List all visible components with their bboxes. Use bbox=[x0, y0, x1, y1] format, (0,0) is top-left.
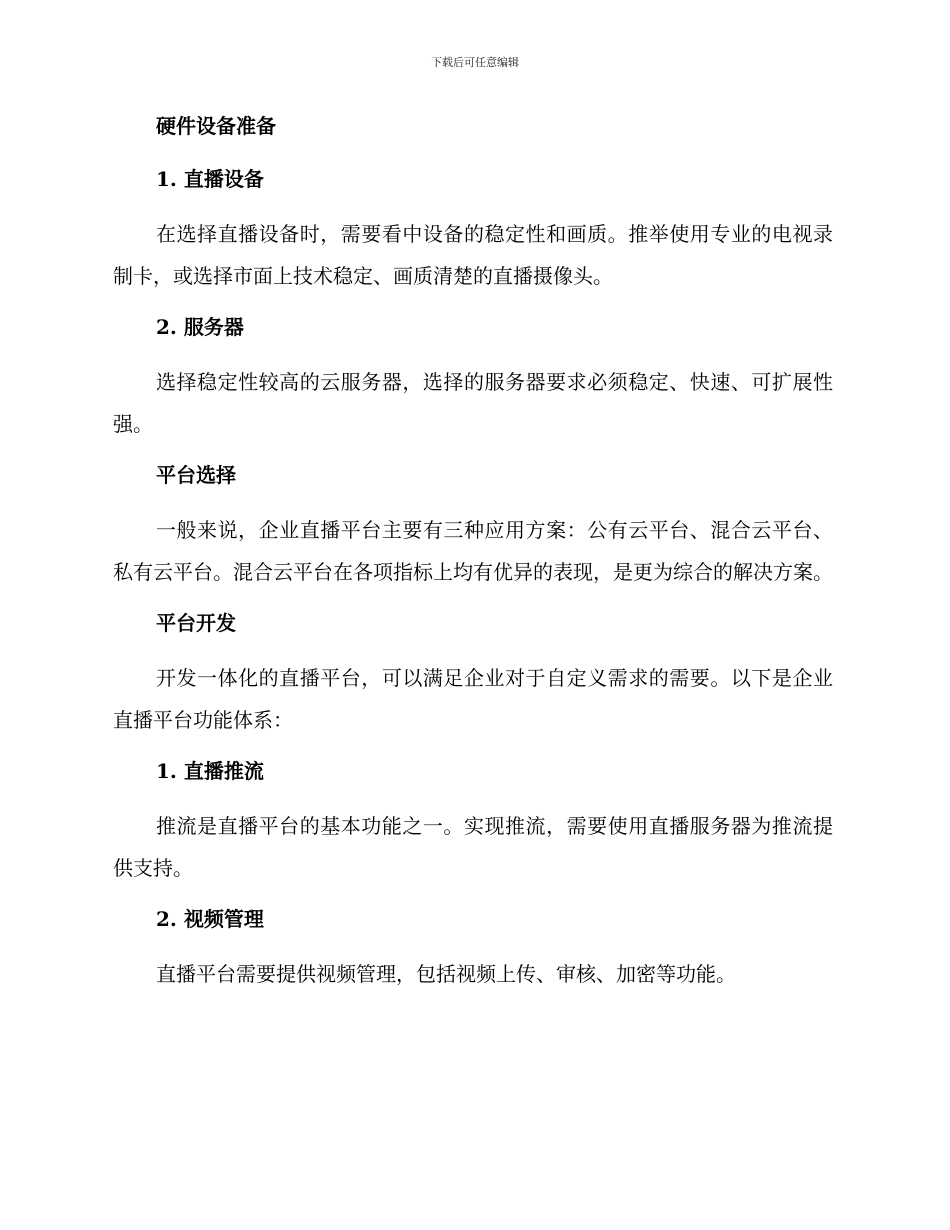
paragraph-live-device: 在选择直播设备时，需要看中设备的稳定性和画质。推举使用专业的电视录制卡，或选择市面上技术稳定、画质清楚的直播摄像头。 bbox=[113, 222, 833, 288]
paragraph-server: 选择稳定性较高的云服务器，选择的服务器要求必须稳定、快速、可扩展性强。 bbox=[113, 370, 833, 436]
subheading-live-device: 1. 直播设备 bbox=[156, 167, 264, 191]
subheading-video-mgmt: 2. 视频管理 bbox=[156, 907, 264, 931]
subheading-push-stream: 1. 直播推流 bbox=[156, 759, 264, 783]
paragraph-platform-choice: 一般来说，企业直播平台主要有三种应用方案：公有云平台、混合云平台、私有云平台。混合云平台在各项指标上均有优异的表现，是更为综合的解决方案。 bbox=[113, 518, 833, 584]
section-heading-hardware: 硬件设备准备 bbox=[156, 114, 276, 138]
document-body bbox=[113, 107, 833, 1006]
section-heading-platform-dev: 平台开发 bbox=[156, 611, 236, 635]
page-header-note: 下载后可任意编辑 bbox=[431, 56, 519, 69]
subheading-server: 2. 服务器 bbox=[156, 315, 244, 339]
paragraph-push-stream: 推流是直播平台的基本功能之一。实现推流，需要使用直播服务器为推流提供支持。 bbox=[113, 814, 833, 880]
paragraph-video-mgmt: 直播平台需要提供视频管理，包括视频上传、审核、加密等功能。 bbox=[156, 962, 736, 986]
paragraph-platform-dev: 开发一体化的直播平台，可以满足企业对于自定义需求的需要。以下是企业直播平台功能体系： bbox=[113, 666, 833, 732]
section-heading-platform-choice: 平台选择 bbox=[156, 463, 236, 487]
